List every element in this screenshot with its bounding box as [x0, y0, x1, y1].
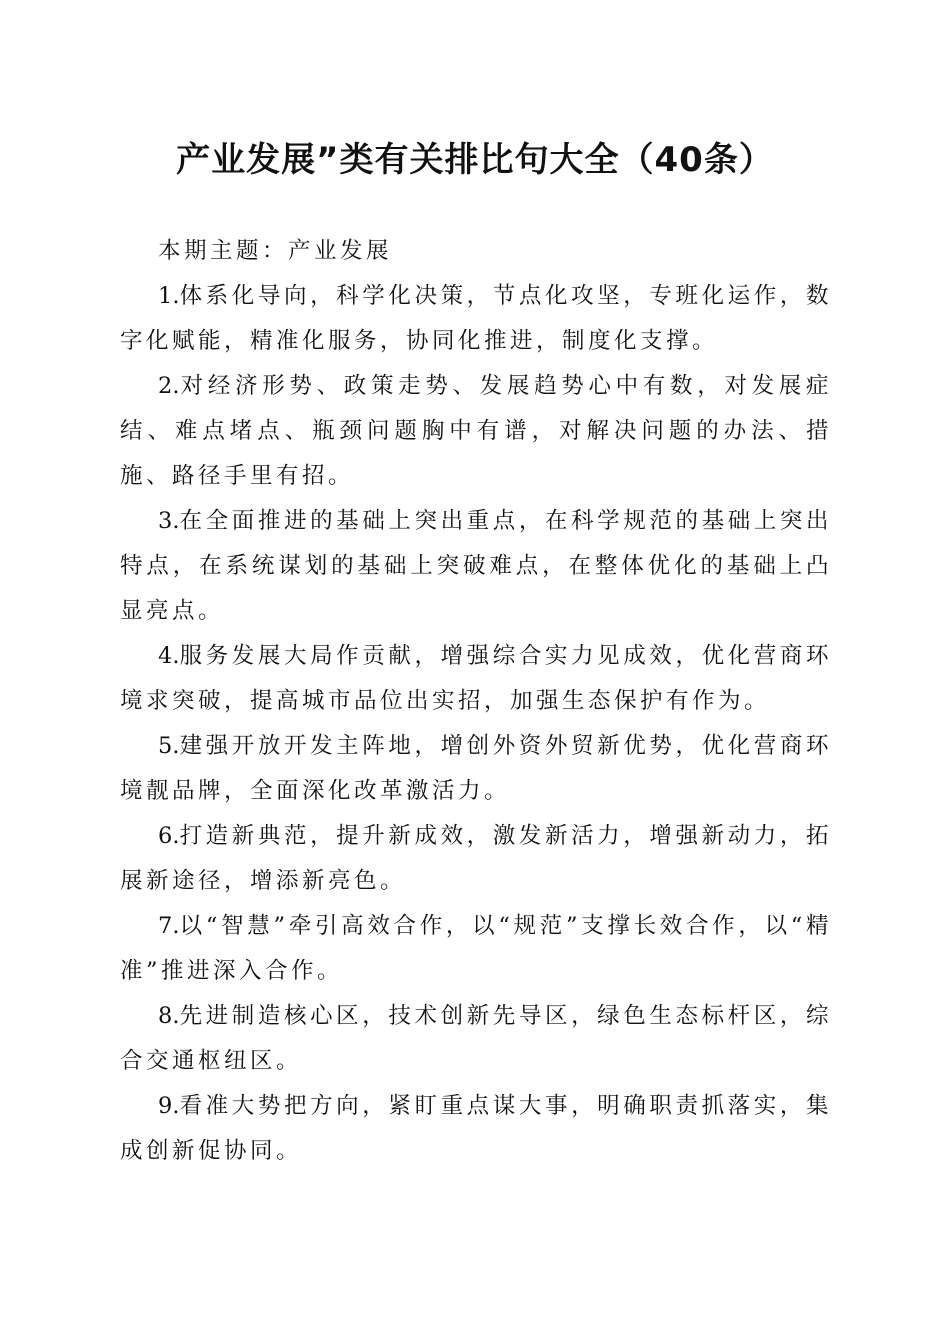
item-number: 5. [158, 733, 180, 759]
list-item [120, 814, 832, 904]
document-body [120, 229, 832, 1174]
item-text: 体系化导向，科学化决策，节点化攻坚，专班化运作，数字化赋能，精准化服务，协同化推进，制度化支撑。 [120, 283, 832, 354]
item-number: 6. [158, 823, 180, 849]
item-text: 建强开放开发主阵地，增创外资外贸新优势，优化营商环境靓品牌，全面深化改革激活力。 [120, 733, 832, 804]
item-text: 打造新典范，提升新成效，激发新活力，增强新动力，拓展新途径，增添新亮色。 [120, 823, 832, 894]
document-title: 产业发展”类有关排比句大全（40条） [176, 140, 774, 180]
item-text: 服务发展大局作贡献，增强综合实力见成效，优化营商环境求突破，提高城市品位出实招，加强生态保护有作为。 [120, 643, 832, 714]
item-number: 9. [158, 1093, 180, 1119]
list-item [120, 499, 832, 634]
item-number: 3. [158, 508, 180, 534]
item-text: 在全面推进的基础上突出重点，在科学规范的基础上突出特点，在系统谋划的基础上突破难点，在整体优化的基础上凸显亮点。 [120, 508, 832, 624]
item-number: 4. [158, 643, 180, 669]
list-item [120, 274, 832, 364]
item-number: 7. [158, 913, 180, 939]
topic-line: 本期主题：产业发展 [158, 238, 393, 264]
item-number: 1. [158, 283, 180, 309]
list-item [120, 1084, 832, 1174]
item-text: 对经济形势、政策走势、发展趋势心中有数，对发展症结、难点堵点、瓶颈问题胸中有谱，对解决问题的办法、措施、路径手里有招。 [120, 373, 832, 489]
item-number: 2. [158, 373, 180, 399]
list-item [120, 724, 832, 814]
item-text: 先进制造核心区，技术创新先导区，绿色生态标杆区，综合交通枢纽区。 [120, 1003, 832, 1074]
list-item [120, 364, 832, 499]
list-item [120, 994, 832, 1084]
item-number: 8. [158, 1003, 180, 1029]
list-item [120, 634, 832, 724]
item-text: 以“智慧”牵引高效合作，以“规范”支撑长效合作，以“精准”推进深入合作。 [120, 913, 832, 984]
item-text: 看准大势把方向，紧盯重点谋大事，明确职责抓落实，集成创新促协同。 [120, 1093, 832, 1164]
list-item [120, 904, 832, 994]
